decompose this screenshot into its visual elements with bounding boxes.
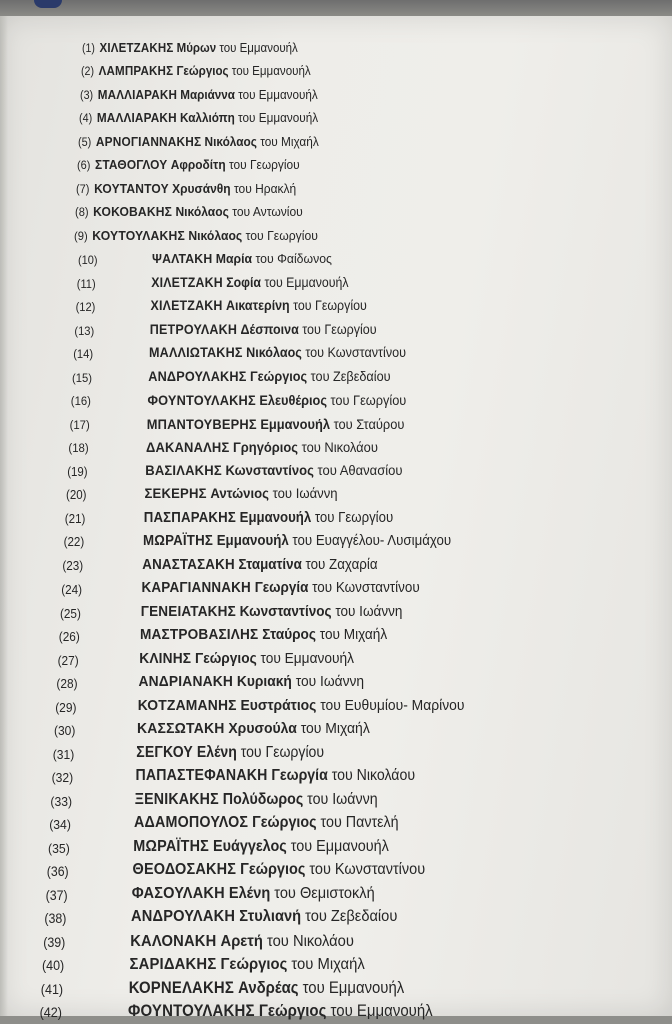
entry-surname: ΑΡΝΟΓΙΑΝΝΑΚΗΣ xyxy=(95,133,202,149)
list-item xyxy=(131,909,397,925)
entry-number: (23) xyxy=(62,558,84,573)
entry-surname: ΔΑΚΑΝΑΛΗΣ xyxy=(145,439,230,456)
entry-given-name: Σταύρος xyxy=(262,627,316,644)
entry-surname: ΠΑΣΠΑΡΑΚΗΣ xyxy=(143,509,236,526)
entry-surname: ΣΑΡΙΔΑΚΗΣ xyxy=(129,955,217,974)
entry-surname: ΑΝΑΣΤΑΣΑΚΗ xyxy=(142,556,235,573)
entry-given-name: Χρυσούλα xyxy=(228,720,297,738)
entry-patronymic: του Κωνσταντίνου xyxy=(312,580,420,597)
entry-number: (38) xyxy=(44,911,67,927)
entry-number: (7) xyxy=(75,181,90,196)
list-item xyxy=(128,1003,433,1019)
list-item xyxy=(150,298,366,314)
entry-number: (27) xyxy=(57,652,79,668)
entry-number-cell xyxy=(53,747,74,762)
entry-number-cell xyxy=(59,629,80,644)
entry-number: (21) xyxy=(64,511,86,526)
list-item xyxy=(139,651,354,667)
entry-number-cell xyxy=(44,911,66,926)
entry-given-name: Καλλιόπη xyxy=(180,110,235,126)
entry-given-name: Νικόλαος xyxy=(188,227,243,243)
entry-patronymic: του Μιχαήλ xyxy=(260,133,319,149)
entry-number-cell xyxy=(70,418,90,432)
entry-surname: ΨΑΛΤΑΚΗ xyxy=(151,251,213,267)
entry-patronymic: του Εμμανουήλ xyxy=(302,978,405,997)
entry-number-cell xyxy=(47,864,69,879)
list-item xyxy=(132,886,375,902)
entry-number: (4) xyxy=(78,112,93,126)
entry-patronymic: του Νικολάου xyxy=(301,439,378,456)
entry-patronymic: του Εμμανουήλ xyxy=(330,1002,433,1021)
entry-patronymic: του Μιχαήλ xyxy=(300,720,370,738)
entry-number-cell xyxy=(76,300,96,314)
entry-number: (37) xyxy=(45,887,68,903)
entry-number: (34) xyxy=(49,817,71,833)
entry-surname: ΚΛΙΝΗΣ xyxy=(139,650,192,667)
entry-patronymic: του Παντελή xyxy=(320,814,399,832)
entry-number: (1) xyxy=(81,43,95,55)
list-item xyxy=(80,87,318,104)
entry-surname: ΦΑΣΟΥΛΑΚΗ xyxy=(131,884,225,902)
list-item xyxy=(77,157,300,173)
list-item xyxy=(129,956,364,972)
entry-number-cell xyxy=(77,277,96,291)
entry-given-name: Ελένη xyxy=(196,743,237,761)
entry-number-cell xyxy=(49,817,71,832)
entry-given-name: Εμμανουήλ xyxy=(239,509,312,526)
entry-given-name: Νικόλαος xyxy=(246,345,302,361)
entry-surname: ΧΙΛΕΤΖΑΚΗ xyxy=(151,274,223,290)
entry-number-cell xyxy=(41,982,63,997)
entry-surname: ΞΕΝΙΚΑΚΗΣ xyxy=(134,790,219,808)
entry-number: (30) xyxy=(53,723,76,739)
entry-number: (28) xyxy=(56,676,78,692)
entry-number: (26) xyxy=(58,629,80,645)
entry-surname: ΦΟΥΝΤΟΥΛΑΚΗΣ xyxy=(147,392,256,409)
entry-given-name: Κωνσταντίνος xyxy=(225,462,314,479)
entry-patronymic: του Σταύρου xyxy=(333,415,405,432)
entry-number: (39) xyxy=(43,934,66,950)
entry-patronymic: του Ευαγγέλου- Λυσιμάχου xyxy=(292,533,452,550)
entry-number: (9) xyxy=(73,228,88,243)
entry-number-cell xyxy=(71,394,91,408)
entry-given-name: Αρετή xyxy=(220,931,263,950)
list-item xyxy=(147,416,405,432)
entry-number-cell xyxy=(66,488,86,502)
entry-number: (2) xyxy=(80,66,95,79)
entry-number-cell xyxy=(48,841,70,856)
entry-patronymic: του Γεωργίου xyxy=(330,392,407,409)
entry-patronymic: του Ιωάννη xyxy=(307,790,378,808)
entry-given-name: Ελευθέριος xyxy=(259,392,328,409)
entry-surname: ΜΑΛΛΙΑΡΑΚΗ xyxy=(96,110,177,126)
list-item xyxy=(134,815,399,831)
list-item xyxy=(149,345,406,361)
entry-surname: ΜΑΛΛΙΩΤΑΚΗΣ xyxy=(148,345,243,361)
entry-surname: ΛΑΜΠΡΑΚΗΣ xyxy=(98,64,174,79)
list-item xyxy=(78,134,319,150)
list-item xyxy=(151,275,348,291)
entry-number-cell xyxy=(60,606,81,621)
list-item xyxy=(146,439,378,455)
entry-number: (13) xyxy=(74,323,95,338)
entry-surname: ΜΑΣΤΡΟΒΑΣΙΛΗΣ xyxy=(139,627,259,644)
entry-patronymic: του Ιωάννη xyxy=(272,486,338,503)
entry-number-cell xyxy=(55,700,76,715)
entry-surname: ΣΕΚΕΡΗΣ xyxy=(144,486,207,503)
entry-number: (5) xyxy=(77,134,92,149)
entry-given-name: Σταματίνα xyxy=(238,556,302,573)
list-item xyxy=(76,181,296,197)
entry-number-cell xyxy=(52,770,74,785)
entry-number-cell xyxy=(43,935,65,950)
entry-number-cell xyxy=(72,371,92,385)
entry-number-cell xyxy=(40,1005,62,1020)
entry-surname: ΘΕΟΔΟΣΑΚΗΣ xyxy=(132,861,237,879)
entry-number: (31) xyxy=(52,746,75,762)
entry-given-name: Γεώργιος xyxy=(194,650,257,667)
list-item xyxy=(135,768,415,784)
entry-number: (42) xyxy=(39,1005,62,1021)
entry-given-name: Ελένη xyxy=(228,884,271,902)
entry-surname: ΚΑΣΣΩΤΑΚΗ xyxy=(136,720,225,738)
list-item xyxy=(130,933,354,949)
entry-number: (33) xyxy=(50,793,73,809)
entry-given-name: Γεώργιος xyxy=(252,814,317,832)
list-item xyxy=(140,627,387,643)
entry-given-name: Γεώργιος xyxy=(240,861,306,879)
entry-patronymic: του Ζαχαρία xyxy=(305,556,378,573)
list-item xyxy=(147,392,406,408)
entry-patronymic: του Εμμανουήλ xyxy=(231,64,311,79)
entry-surname: ΦΟΥΝΤΟΥΛΑΚΗΣ xyxy=(127,1002,255,1021)
entry-patronymic: του Γεωργίου xyxy=(245,227,318,243)
entry-number-cell xyxy=(62,559,83,573)
entry-patronymic: του Θεμιστοκλή xyxy=(274,884,375,902)
entry-patronymic: του Ευθυμίου- Μαρίνου xyxy=(320,696,465,714)
entry-patronymic: του Γεωργίου xyxy=(293,298,367,314)
entry-given-name: Γεωργία xyxy=(254,580,309,597)
entry-patronymic: του Ζεβεδαίου xyxy=(305,908,398,926)
entry-number: (14) xyxy=(73,347,94,362)
entry-given-name: Αντώνιος xyxy=(210,486,269,503)
entry-number: (6) xyxy=(76,158,91,173)
entry-patronymic: του Φαίδωνος xyxy=(255,251,332,267)
entry-number: (17) xyxy=(69,417,90,432)
entry-patronymic: του Νικολάου xyxy=(266,931,354,950)
entry-number: (32) xyxy=(51,770,74,786)
entry-surname: ΣΤΑΘΟΓΛΟΥ xyxy=(94,157,168,173)
entry-number: (3) xyxy=(79,88,94,102)
entry-surname: ΜΑΛΛΙΑΡΑΚΗ xyxy=(97,87,178,102)
entry-given-name: Κυριακή xyxy=(236,673,292,691)
entry-surname: ΑΝΔΡΙΑΝΑΚΗ xyxy=(138,673,234,691)
entry-given-name: Χρυσάνθη xyxy=(172,180,231,196)
entry-number: (25) xyxy=(59,605,81,621)
entry-number: (18) xyxy=(68,441,89,456)
entry-number: (11) xyxy=(76,276,96,291)
entry-number-cell xyxy=(50,794,72,809)
list-item xyxy=(137,721,370,737)
entry-number: (40) xyxy=(41,958,65,974)
entry-number-cell xyxy=(73,347,93,361)
entry-number: (12) xyxy=(75,300,96,315)
entry-surname: ΑΝΔΡΟΥΛΑΚΗ xyxy=(130,908,236,926)
entry-given-name: Μύρων xyxy=(176,41,217,55)
entry-number-cell xyxy=(54,723,75,738)
entry-given-name: Γεώργιος xyxy=(250,368,308,384)
entry-patronymic: του Γεωργίου xyxy=(228,157,300,173)
entry-given-name: Γεώργιος xyxy=(220,955,288,974)
entry-patronymic: του Εμμανουήλ xyxy=(290,837,389,855)
entry-given-name: Στυλιανή xyxy=(239,908,302,926)
entry-patronymic: του Μιχαήλ xyxy=(291,955,365,974)
entry-number-cell xyxy=(56,676,77,691)
entry-surname: ΜΩΡΑΪΤΗΣ xyxy=(142,533,214,550)
entry-number-cell xyxy=(46,888,68,903)
entry-given-name: Μαριάννα xyxy=(180,87,235,102)
entry-number: (10) xyxy=(77,253,98,268)
list-item xyxy=(145,463,402,479)
entry-given-name: Ευστράτιος xyxy=(240,696,317,714)
entry-given-name: Εμμανουήλ xyxy=(260,415,331,432)
entry-patronymic: του Κωνσταντίνου xyxy=(309,861,426,879)
entry-number: (15) xyxy=(71,370,93,385)
list-item xyxy=(81,63,311,80)
entry-patronymic: του Ιωάννη xyxy=(295,673,365,691)
list-item xyxy=(138,698,465,714)
entry-number-cell xyxy=(64,535,85,549)
entry-surname: ΓΕΝΕΙΑΤΑΚΗΣ xyxy=(140,603,236,620)
entry-given-name: Νικόλαος xyxy=(204,133,257,149)
list-item xyxy=(133,839,389,855)
list-item xyxy=(132,862,425,878)
entry-surname: ΚΟΥΤΑΝΤΟΥ xyxy=(94,180,169,196)
entry-given-name: Κωνσταντίνος xyxy=(239,603,332,620)
entry-surname: ΜΠΑΝΤΟΥΒΕΡΗΣ xyxy=(146,415,257,432)
entry-surname: ΚΑΛΟΝΑΚΗ xyxy=(130,931,217,950)
list-item xyxy=(135,792,378,808)
entry-patronymic: του Γεωργίου xyxy=(240,743,325,761)
entry-surname: ΚΟΡΝΕΛΑΚΗΣ xyxy=(128,978,234,997)
entry-surname: ΜΩΡΑΪΤΗΣ xyxy=(133,837,209,855)
list-item xyxy=(79,110,318,127)
entry-surname: ΠΑΠΑΣΤΕΦΑΝΑΚΗ xyxy=(135,767,268,785)
list-item xyxy=(82,40,298,57)
list-item xyxy=(142,557,377,573)
entry-patronymic: του Αθανασίου xyxy=(317,462,403,479)
entry-surname: ΚΟΤΖΑΜΑΝΗΣ xyxy=(137,696,237,714)
list-item xyxy=(138,674,364,690)
entry-patronymic: του Εμμανουήλ xyxy=(264,274,349,290)
entry-number-cell xyxy=(78,253,98,267)
entry-given-name: Μαρία xyxy=(215,251,253,267)
entry-number: (41) xyxy=(40,981,64,997)
entry-given-name: Πολύδωρος xyxy=(222,790,304,808)
entry-number: (20) xyxy=(65,488,87,503)
entry-number: (19) xyxy=(67,464,88,479)
entry-number-cell xyxy=(67,465,87,479)
entry-given-name: Γεωργία xyxy=(271,767,328,785)
entry-number: (8) xyxy=(74,205,89,220)
entry-given-name: Εμμανουήλ xyxy=(216,533,289,550)
entry-given-name: Αικατερίνη xyxy=(226,298,290,314)
entry-number: (36) xyxy=(46,864,69,880)
entry-surname: ΠΕΤΡΟΥΛΑΚΗ xyxy=(149,321,238,337)
entry-patronymic: του Νικολάου xyxy=(331,767,416,785)
list-item xyxy=(148,369,390,385)
entry-surname: ΒΑΣΙΛΑΚΗΣ xyxy=(145,462,222,479)
entry-number-cell xyxy=(61,582,82,597)
entry-number-cell xyxy=(65,512,86,526)
entry-surname: ΧΙΛΕΤΖΑΚΗΣ xyxy=(99,41,174,55)
entry-patronymic: του Αντωνίου xyxy=(232,204,303,220)
entry-number: (24) xyxy=(61,582,83,598)
entry-surname: ΚΟΚΟΒΑΚΗΣ xyxy=(93,204,173,220)
entry-number: (29) xyxy=(55,699,77,715)
entry-number: (35) xyxy=(47,840,70,856)
list-item xyxy=(75,204,303,220)
list-item xyxy=(136,745,324,761)
entry-given-name: Δέσποινα xyxy=(240,321,299,337)
entry-patronymic: του Εμμανουήλ xyxy=(238,110,319,126)
entry-surname: ΧΙΛΕΤΖΑΚΗ xyxy=(150,298,223,314)
entry-given-name: Σοφία xyxy=(226,274,262,290)
entry-patronymic: του Κωνσταντίνου xyxy=(305,345,407,361)
list-item xyxy=(129,980,404,996)
list-item xyxy=(144,486,337,502)
entry-given-name: Γεώργιος xyxy=(176,64,229,79)
entry-given-name: Γεώργιος xyxy=(258,1002,327,1021)
entry-patronymic: του Εμμανουήλ xyxy=(260,650,354,667)
entry-number-cell xyxy=(68,441,88,455)
list-item xyxy=(144,510,393,526)
entry-given-name: Ευάγγελος xyxy=(212,837,287,855)
entry-number: (16) xyxy=(70,394,91,409)
entry-patronymic: του Εμμανουήλ xyxy=(238,87,318,102)
entry-number: (22) xyxy=(63,535,85,550)
entry-surname: ΚΑΡΑΓΙΑΝΝΑΚΗ xyxy=(141,580,251,597)
entry-given-name: Γρηγόριος xyxy=(233,439,299,456)
entry-given-name: Νικόλαος xyxy=(175,204,229,220)
list-item xyxy=(141,604,403,620)
entry-patronymic: του Ιωάννη xyxy=(335,603,403,620)
entry-patronymic: του Εμμανουήλ xyxy=(219,41,298,55)
entry-given-name: Αφροδίτη xyxy=(170,157,226,173)
entry-number-cell xyxy=(58,653,79,668)
entry-number-cell xyxy=(74,324,94,338)
list-item xyxy=(141,580,419,596)
entry-patronymic: του Ζεβεδαίου xyxy=(310,368,391,384)
entry-surname: ΚΟΥΤΟΥΛΑΚΗΣ xyxy=(92,227,185,243)
entry-patronymic: του Μιχαήλ xyxy=(319,627,388,644)
entry-patronymic: του Γεωργίου xyxy=(314,509,394,526)
entry-number-cell xyxy=(42,958,64,973)
list-item xyxy=(143,533,451,549)
entry-patronymic: του Γεωργίου xyxy=(302,321,377,337)
entry-patronymic: του Ηρακλή xyxy=(233,180,297,196)
list-item xyxy=(74,228,318,244)
entry-surname: ΣΕΓΚΟΥ xyxy=(136,743,193,761)
entry-given-name: Ανδρέας xyxy=(238,978,299,997)
entry-surname: ΑΔΑΜΟΠΟΥΛΟΣ xyxy=(133,814,249,832)
entry-surname: ΑΝΔΡΟΥΛΑΚΗΣ xyxy=(148,368,247,384)
list-item xyxy=(152,251,332,267)
list-item xyxy=(150,322,377,338)
